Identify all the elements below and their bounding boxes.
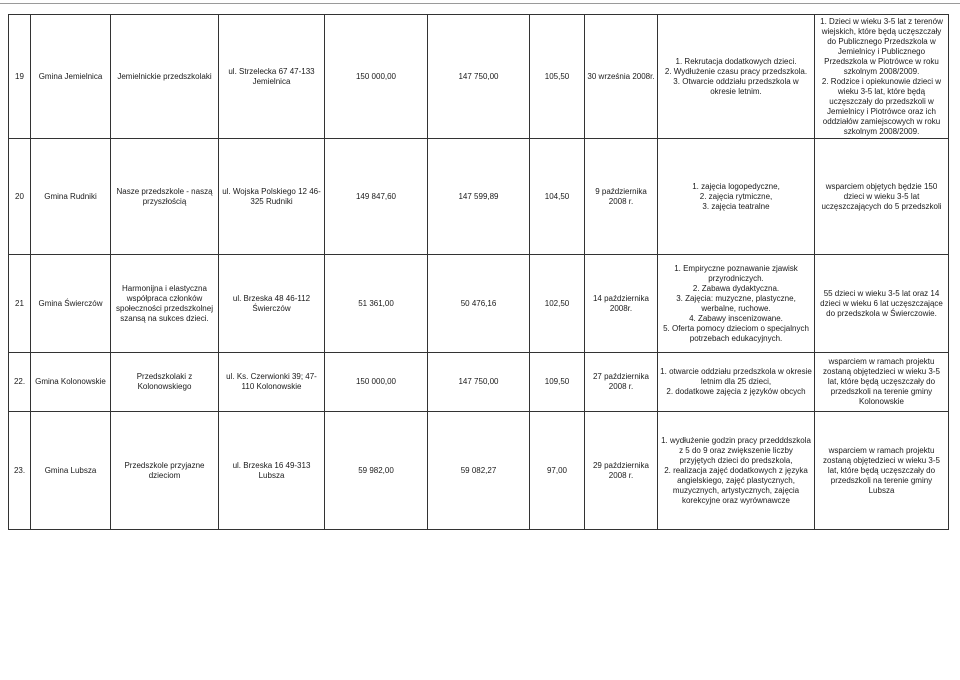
project-name-cell: Przedszkolaki z Kolonowskiego [111,353,219,412]
grant-amount-cell: 50 476,16 [428,255,530,353]
date-cell: 27 października 2008 r. [585,353,658,412]
page-top-rule [0,3,960,4]
table-row [9,255,949,353]
score-cell: 109,50 [530,353,585,412]
municipality-cell: Gmina Świerczów [31,255,111,353]
date-cell: 14 października 2008r. [585,255,658,353]
activities-cell [658,412,815,530]
row-number: 20 [9,139,31,255]
activities-cell [658,139,815,255]
grant-amount-cell: 59 082,27 [428,412,530,530]
activities-cell [658,255,815,353]
grant-amount-cell: 147 599,89 [428,139,530,255]
activity-item: 1. Empiryczne poznawanie zjawisk przyrodniczych. [674,263,798,283]
results-cell [815,139,949,255]
project-name-cell: Jemielnickie przedszkolaki [111,15,219,139]
activity-item: 4. Zabawy inscenizowane. [689,313,783,323]
row-number: 23. [9,412,31,530]
results-cell [815,15,949,139]
result-item: 55 dzieci w wieku 3-5 lat oraz 14 dzieci w wieku 6 lat uczęszczające do przedszkola w Świerczowie. [820,288,943,318]
date-cell: 9 października 2008 r. [585,139,658,255]
row-number: 19 [9,15,31,139]
date-cell: 30 września 2008r. [585,15,658,139]
table-row [9,139,949,255]
activity-item: 2. Wydłużenie czasu pracy przedszkola. [664,66,808,76]
results-cell [815,255,949,353]
grant-amount-cell: 147 750,00 [428,15,530,139]
activity-item: 1. zajęcia logopedyczne, [692,181,780,191]
municipality-cell: Gmina Jemielnica [31,15,111,139]
row-number: 22. [9,353,31,412]
result-item: wsparciem w ramach projektu zostaną objętedzieci w wieku 3-5 lat, które będą uczęszczały do przedszkoli na terenie gminy Lubsza [823,445,940,495]
score-cell: 102,50 [530,255,585,353]
municipality-cell: Gmina Rudniki [31,139,111,255]
address-cell: ul. Strzelecka 67 47-133 Jemielnica [219,15,325,139]
activity-item: 1. wydłużenie godzin pracy przedddszkola z 5 do 9 oraz zwiększenie liczby przyjętych dzieci do predszkola, [661,435,811,465]
results-cell [815,353,949,412]
activities-cell [658,353,815,412]
grant-amount-cell: 147 750,00 [428,353,530,412]
activity-item: 3. Zajęcia: muzyczne, plastyczne, werbalne, ruchowe. [676,293,796,313]
municipality-cell: Gmina Lubsza [31,412,111,530]
total-amount-cell: 59 982,00 [325,412,428,530]
municipality-cell: Gmina Kolonowskie [31,353,111,412]
address-cell: ul. Wojska Polskiego 12 46-325 Rudniki [219,139,325,255]
row-number: 21 [9,255,31,353]
activities-cell [658,15,815,139]
activity-item: 2. realizacja zajęć dodatkowych z języka angielskiego, zajęć plastycznych, muzycznych, artystycznych, zajęcia korekcyjne oraz wyrównawcze [664,465,808,505]
table-row [9,353,949,412]
result-item: 2. Rodzice i opiekunowie dzieci w wieku 3-5 lat, które będą uczęszczały do przedszkoli w Jemielnicy i Piotrówce oraz ich oddziałów zamiejscowych w roku szkolnym 2008/2009. [821,76,942,136]
date-cell: 29 października 2008 r. [585,412,658,530]
activity-item: 1. Rekrutacja dodatkowych dzieci. [675,56,797,66]
score-cell: 105,50 [530,15,585,139]
activity-item: 2. Zabawa dydaktyczna. [692,283,780,293]
score-cell: 104,50 [530,139,585,255]
score-cell: 97,00 [530,412,585,530]
project-name-cell: Nasze przedszkole - naszą przyszłością [111,139,219,255]
activity-item: 3. Otwarcie oddziału przedszkola w okresie letnim. [673,76,799,96]
project-name-cell: Przedszkole przyjazne dzieciom [111,412,219,530]
activity-item: 2. zajęcia rytmiczne, [699,191,773,201]
result-item: 1. Dzieci w wieku 3-5 lat z terenów wiejskich, które będą uczęszczały do Publicznego Przedszkola w Jemielnicy i Publicznego Przedszkola w Piotrówce w roku szkolnym 2008/2009. [820,16,943,76]
result-item: wsparciem objętych będzie 150 dzieci w wieku 3-5 lat uczęszczających do 5 przedszkoli [821,181,942,211]
activity-item: 5. Oferta pomocy dzieciom o specjalnych potrzebach edukacyjnych. [663,323,809,343]
activity-item: 3. zajęcia teatralne [702,201,770,211]
table-row [9,412,949,530]
results-cell [815,412,949,530]
activity-item: 2. dodatkowe zajęcia z języków obcych [666,387,806,396]
address-cell: ul. Brzeska 16 49-313 Lubsza [219,412,325,530]
result-item: wsparciem w ramach projektu zostaną objętedzieci w wieku 3-5 lat, które będą uczęszczały do przedszkoli na terenie gminy Kolonowskie [823,357,940,406]
total-amount-cell: 150 000,00 [325,15,428,139]
total-amount-cell: 149 847,60 [325,139,428,255]
total-amount-cell: 150 000,00 [325,353,428,412]
total-amount-cell: 51 361,00 [325,255,428,353]
address-cell: ul. Brzeska 48 46-112 Świerczów [219,255,325,353]
address-cell: ul. Ks. Czerwionki 39; 47-110 Kolonowskie [219,353,325,412]
projects-table [8,14,949,530]
projects-table-body [9,15,949,530]
activity-item: 1. otwarcie oddziału przedszkola w okresie letnim dla 25 dzieci, [660,367,812,386]
project-name-cell: Harmonijna i elastyczna współpraca członków społeczności przedszkolnej szansą na sukces dzieci. [111,255,219,353]
table-row [9,15,949,139]
